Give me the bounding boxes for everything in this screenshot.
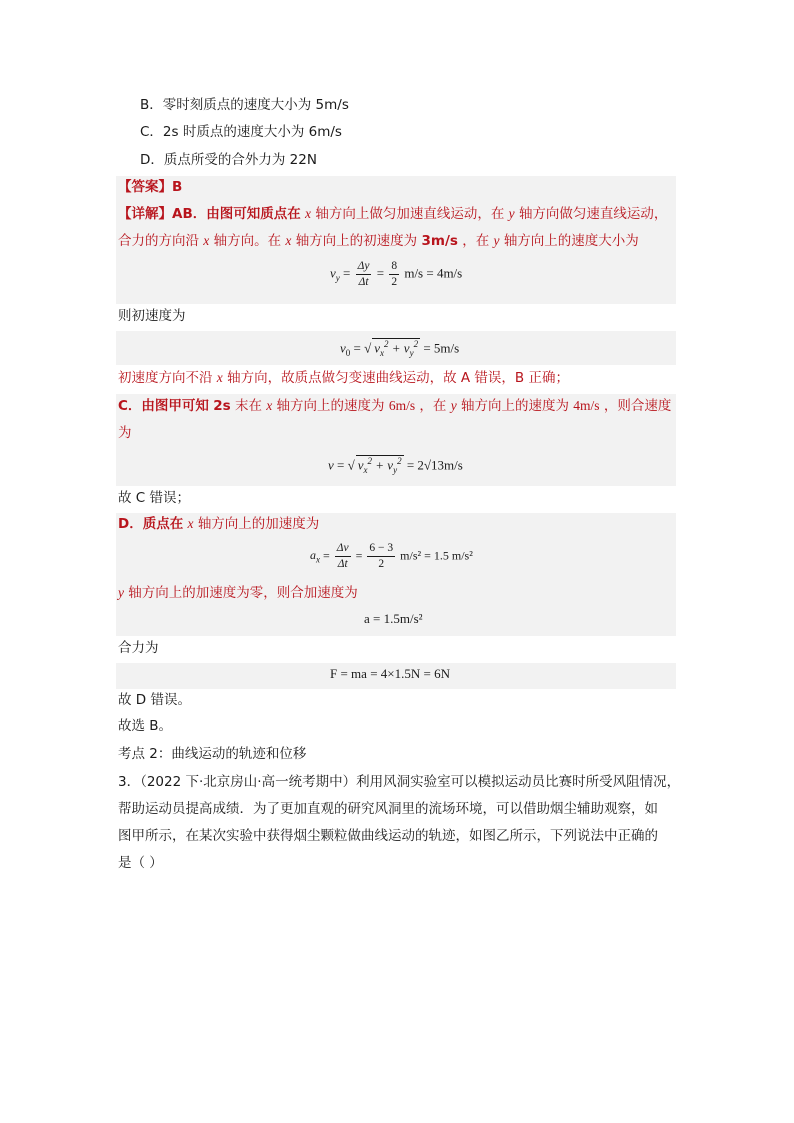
value: 2s: [213, 398, 231, 414]
var-y: y: [118, 585, 124, 600]
var-x: x: [216, 370, 223, 385]
fraction: [389, 259, 399, 290]
explanation-line-2: [118, 231, 639, 251]
frac-num: 6 − 3: [367, 541, 395, 557]
text: 轴方向上的速度大小为: [503, 233, 639, 249]
eq-sub: y: [335, 273, 340, 284]
eq-symbol: v: [340, 340, 346, 356]
eq-rhs: m/s² = 1.5 m/s²: [400, 548, 473, 563]
text: 合力的方向沿: [118, 233, 199, 249]
text: 轴方向做匀速直线运动，: [518, 206, 668, 222]
section-title: 考点 2：曲线运动的轨迹和位移: [118, 746, 307, 762]
text: 轴方向，故质点做匀变速曲线运动，故 A 错误，B 正确；: [227, 370, 569, 386]
frac-den: 2: [378, 558, 385, 570]
frac-num: Δv: [335, 541, 351, 557]
c-line-2: 为: [118, 425, 132, 441]
frac-num: Δy: [356, 259, 372, 275]
equation-vy: $v_y$ = $\frac{\Delta y}{\Delta t}$ = $\frac{8}{2}$ m/s = 4m/s: [330, 260, 463, 288]
question3-line-1: 3．（2022 下·北京房山·高一统考期中）利用风洞实验室可以模拟运动员比赛时所受风阻情况，: [118, 774, 681, 790]
text: 轴方向上的速度为: [276, 398, 385, 414]
explanation-head: 【详解】AB．由图可知质点在: [118, 206, 301, 222]
sqrt-expr: $v_x^2 + v_y^2$: [357, 456, 402, 475]
fraction: [367, 541, 395, 572]
eq-symbol: $a_x$: [310, 548, 320, 565]
text: ，则合速度: [603, 398, 672, 414]
init-speed-label: 则初速度为: [118, 308, 186, 324]
value: 6m/s: [388, 398, 416, 413]
explanation-line-1: [118, 204, 667, 224]
var-y: y: [493, 233, 500, 248]
text: 轴方向上的初速度为: [295, 233, 418, 249]
fraction: [356, 259, 372, 290]
eq-symbol: v: [328, 457, 334, 473]
text: ，在: [462, 233, 490, 249]
fraction: [335, 541, 351, 572]
text: C．由图甲可知: [118, 398, 209, 414]
frac-den: Δt: [337, 558, 348, 570]
text: 轴方向上做匀加速直线运动，在: [315, 206, 505, 222]
c-wrong: 故 C 错误；: [118, 490, 191, 506]
eq-rhs: m/s = 4m/s: [404, 265, 463, 281]
eq-rhs: = 5m/s: [420, 340, 460, 356]
d-wrong: 故 D 错误。: [118, 692, 191, 708]
d-line-2: [118, 583, 358, 603]
text: 末在: [234, 398, 262, 414]
text: 轴方向上的速度为: [461, 398, 569, 414]
question3-line-4: 是（ ）: [118, 855, 163, 871]
equation-v: v = √ $v_x^2 + v_y^2 = 2√13m/s$: [328, 456, 463, 475]
text: 轴方向。在: [213, 233, 282, 249]
eq-symbol: v: [330, 265, 336, 281]
option-c: C．2s 时质点的速度大小为 6m/s: [140, 124, 342, 140]
equation-ax: $a_x$ = $\frac{\Delta v}{\Delta t}$ = $\frac{6 - 3}{2}$ m/s² = 1.5 m/s²: [310, 542, 473, 570]
c-line: [118, 396, 671, 416]
sqrt-expr: $v_x^2 + v_y^2$: [374, 339, 419, 358]
var-x: x: [305, 206, 312, 221]
frac-num: 8: [389, 259, 399, 275]
value: 3m/s: [421, 233, 458, 249]
frac-den: Δt: [358, 276, 369, 288]
text: 轴方向上的加速度为零，则合加速度为: [128, 585, 358, 601]
question3-line-3: 图甲所示，在某次实验中获得烟尘颗粒做曲线运动的轨迹，如图乙所示，下列说法中正确的: [118, 828, 658, 844]
var-y: y: [508, 206, 515, 221]
var-x: x: [203, 233, 210, 248]
equation-v0: $v_0$ = √ $v_x^2 + v_y^2 = 5m/s$: [340, 339, 460, 358]
direction-line: [118, 368, 569, 388]
option-d: D．质点所受的合外力为 22N: [140, 152, 317, 168]
text: ，在: [419, 398, 447, 414]
option-b: B．零时刻质点的速度大小为 5m/s: [140, 97, 349, 113]
answer-label: 【答案】B: [118, 179, 183, 195]
text: D．质点在: [118, 516, 184, 532]
frac-den: 2: [391, 276, 398, 288]
force-label: 合力为: [118, 640, 159, 656]
value: 4m/s: [573, 398, 600, 413]
text: 初速度方向不沿: [118, 370, 213, 386]
eq-rhs: = 2√13m/s: [403, 457, 463, 473]
var-x: x: [266, 398, 273, 413]
var-x: x: [285, 233, 292, 248]
choose-line: 故选 B。: [118, 718, 173, 734]
var-y: y: [450, 398, 457, 413]
equation-f: F = ma = 4×1.5N = 6N: [330, 666, 450, 681]
eq-sub: 0: [345, 347, 351, 358]
var-x: x: [187, 516, 194, 531]
equation-a: a = 1.5m/s²: [364, 611, 423, 626]
question3-line-2: 帮助运动员提高成绩．为了更加直观的研究风洞里的流场环境，可以借助烟尘辅助观察，如: [118, 801, 658, 817]
d-line: [118, 514, 319, 534]
text: 轴方向上的加速度为: [197, 516, 320, 532]
